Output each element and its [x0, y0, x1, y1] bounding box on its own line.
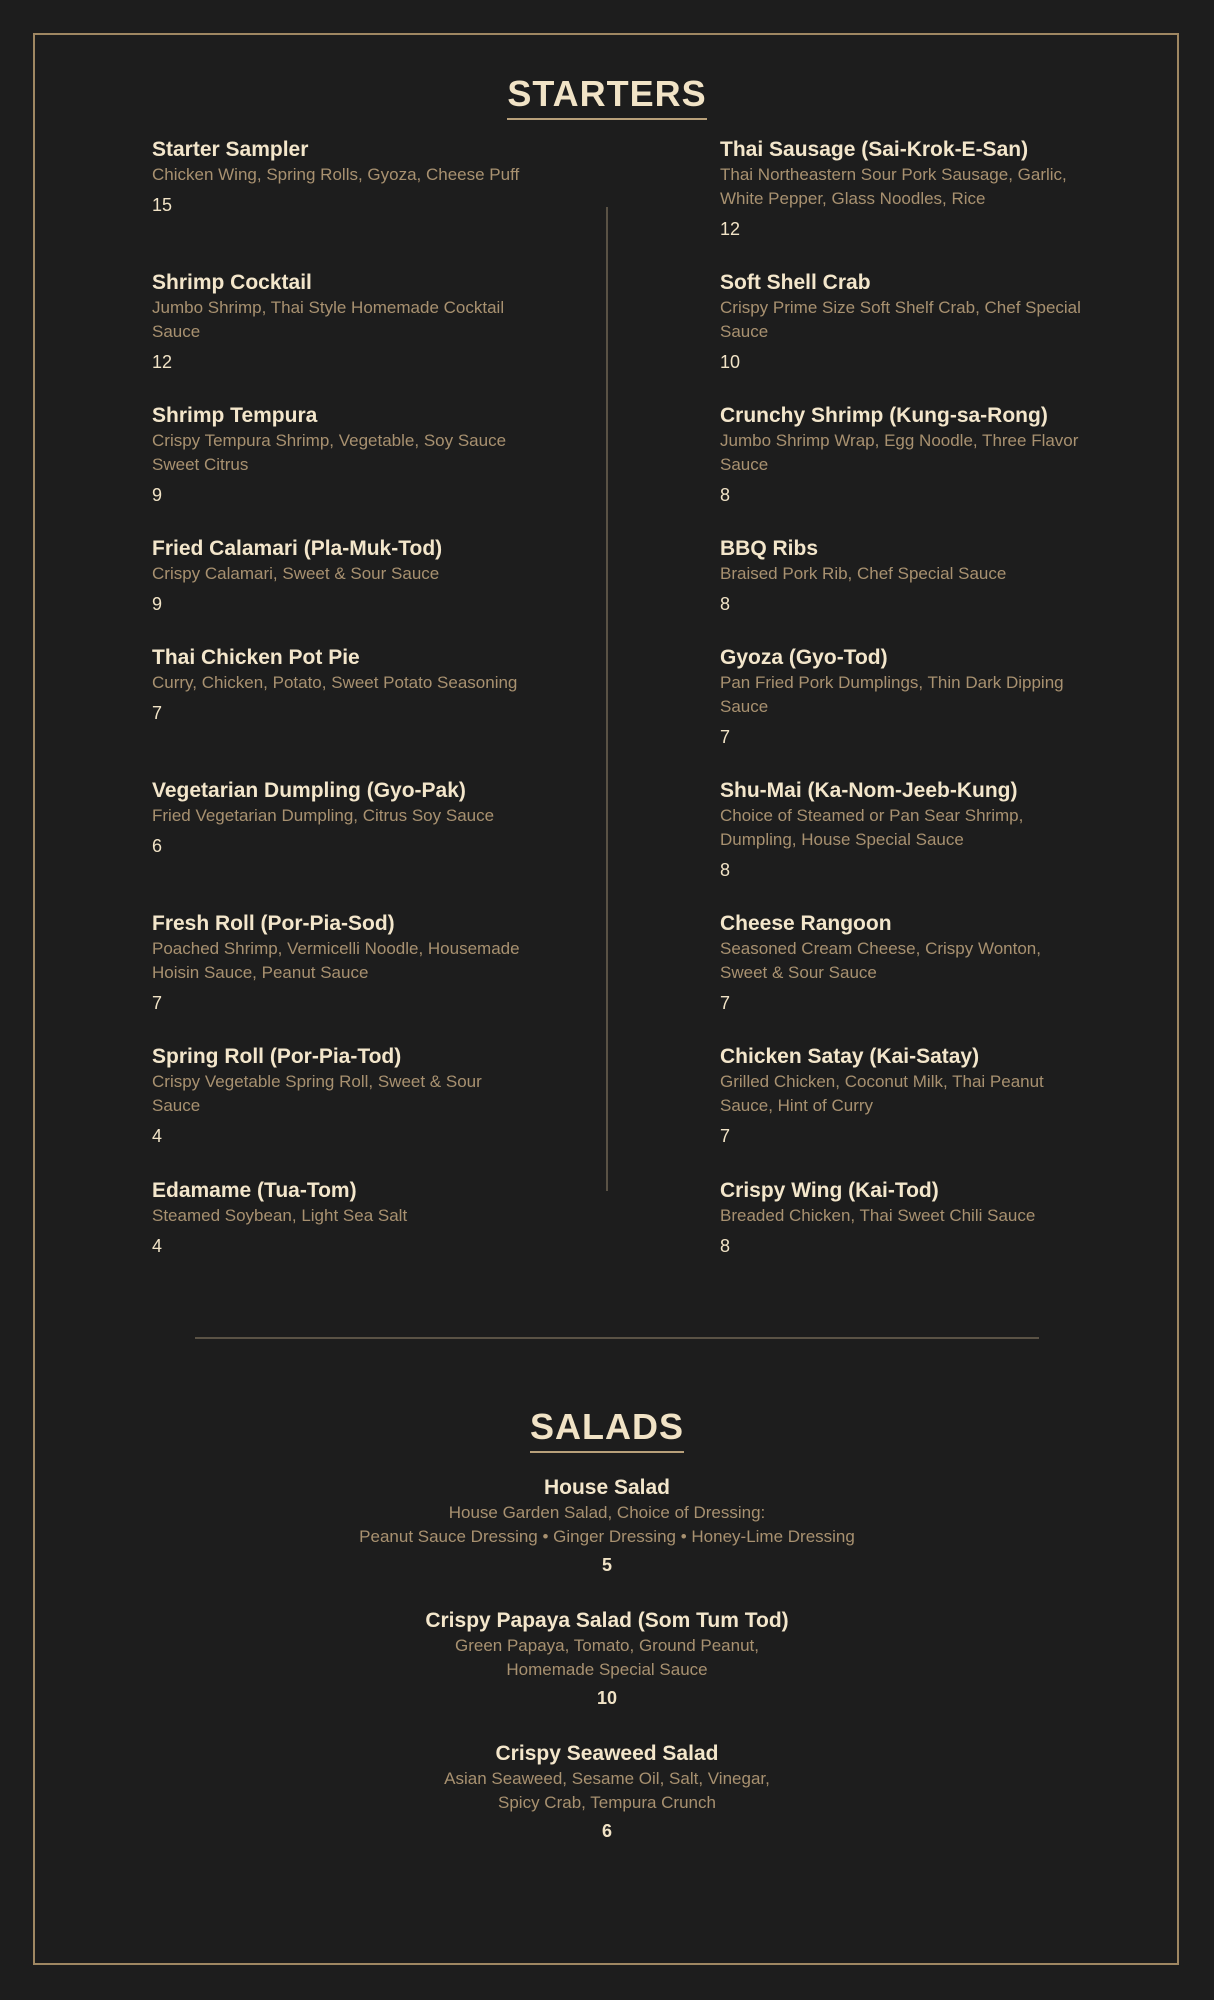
item-description: Steamed Soybean, Light Sea Salt [152, 1206, 408, 1225]
item-name: Thai Chicken Pot Pie [152, 646, 360, 669]
item-name: Shu-Mai (Ka-Nom-Jeeb-Kung) [720, 779, 1018, 802]
item-name: Crunchy Shrimp (Kung-sa-Rong) [720, 404, 1048, 427]
menu-item [720, 778, 1090, 882]
menu-item [152, 645, 522, 725]
item-description-line-2: Peanut Sauce Dressing • Ginger Dressing • Honey-Lime Dressing [359, 1527, 855, 1546]
item-price: 12 [152, 352, 173, 372]
menu-item [720, 403, 1090, 507]
item-description: Chicken Wing, Spring Rolls, Gyoza, Cheese Puff [152, 165, 520, 184]
item-name: Shrimp Cocktail [152, 271, 312, 294]
salad-item [207, 1608, 1007, 1710]
item-description: Green Papaya, Tomato, Ground Peanut, [455, 1636, 759, 1655]
item-description: Braised Pork Rib, Chef Special Sauce [720, 564, 1007, 583]
item-price: 5 [601, 1555, 612, 1575]
menu-item [720, 137, 1090, 241]
menu-item [152, 403, 522, 507]
menu-item [152, 911, 522, 1015]
item-description-line-2: Homemade Special Sauce [506, 1660, 708, 1679]
salad-item [207, 1475, 1007, 1577]
item-name: Crispy Papaya Salad (Som Tum Tod) [425, 1609, 789, 1632]
item-price: 7 [720, 1126, 731, 1146]
item-name: Fresh Roll (Por-Pia-Sod) [152, 912, 395, 935]
item-price: 7 [152, 703, 163, 723]
item-price: 6 [152, 836, 163, 856]
item-price: 4 [152, 1236, 163, 1256]
menu-item [720, 270, 1090, 374]
menu-item [720, 911, 1090, 1015]
item-name: Fried Calamari (Pla-Muk-Tod) [152, 537, 443, 560]
item-description: Breaded Chicken, Thai Sweet Chili Sauce [720, 1206, 1036, 1225]
section-divider [195, 1337, 1039, 1339]
menu-item [720, 1178, 1090, 1258]
starters-title: STARTERS [507, 74, 706, 120]
item-price: 10 [720, 352, 741, 372]
item-price: 7 [152, 993, 163, 1013]
menu-item [152, 270, 522, 374]
salad-item [207, 1741, 1007, 1843]
item-price: 8 [720, 594, 731, 614]
item-description: House Garden Salad, Choice of Dressing: [448, 1503, 766, 1522]
item-description: Jumbo Shrimp, Thai Style Homemade Cocktail Sauce [152, 298, 505, 341]
item-price: 8 [720, 485, 731, 505]
item-description: Thai Northeastern Sour Pork Sausage, Garlic, White Pepper, Glass Noodles, Rice [720, 165, 1067, 208]
item-price: 4 [152, 1126, 163, 1146]
item-description: Grilled Chicken, Coconut Milk, Thai Peanut Sauce, Hint of Curry [720, 1072, 1044, 1115]
item-description: Jumbo Shrimp Wrap, Egg Noodle, Three Flavor Sauce [720, 431, 1079, 474]
item-name: Spring Roll (Por-Pia-Tod) [152, 1045, 402, 1068]
item-name: Chicken Satay (Kai-Satay) [720, 1045, 980, 1068]
item-name: Cheese Rangoon [720, 912, 892, 935]
item-name: Soft Shell Crab [720, 271, 871, 294]
item-description: Crispy Prime Size Soft Shelf Crab, Chef Special Sauce [720, 298, 1081, 341]
item-name: BBQ Ribs [720, 537, 819, 560]
item-name: Shrimp Tempura [152, 404, 318, 427]
item-price: 9 [152, 485, 163, 505]
menu-item [152, 137, 522, 217]
item-name: Crispy Seaweed Salad [495, 1742, 719, 1765]
menu-item [152, 1178, 522, 1258]
item-price: 8 [720, 860, 731, 880]
column-divider [606, 207, 608, 1191]
item-price: 10 [596, 1688, 618, 1708]
item-description: Crispy Tempura Shrimp, Vegetable, Soy Sauce Sweet Citrus [152, 431, 507, 474]
item-price: 15 [152, 195, 173, 215]
item-name: Vegetarian Dumpling (Gyo-Pak) [152, 779, 466, 802]
item-description-line-2: Spicy Crab, Tempura Crunch [498, 1793, 716, 1812]
salads-heading [0, 1407, 1214, 1453]
item-description: Crispy Calamari, Sweet & Sour Sauce [152, 564, 440, 583]
menu-item [720, 645, 1090, 749]
item-name: House Salad [543, 1476, 671, 1499]
item-description: Crispy Vegetable Spring Roll, Sweet & Sour Sauce [152, 1072, 482, 1115]
item-price: 12 [720, 219, 741, 239]
item-name: Edamame (Tua-Tom) [152, 1179, 357, 1202]
starters-heading [0, 74, 1214, 120]
item-name: Starter Sampler [152, 138, 309, 161]
item-name: Crispy Wing (Kai-Tod) [720, 1179, 939, 1202]
menu-item [720, 536, 1090, 616]
item-description: Asian Seaweed, Sesame Oil, Salt, Vinegar, [444, 1769, 770, 1788]
menu-item [152, 536, 522, 616]
menu-item [720, 1044, 1090, 1148]
item-description: Pan Fried Pork Dumplings, Thin Dark Dipping Sauce [720, 673, 1064, 716]
item-description: Poached Shrimp, Vermicelli Noodle, Housemade Hoisin Sauce, Peanut Sauce [152, 939, 520, 982]
item-name: Gyoza (Gyo-Tod) [720, 646, 888, 669]
item-price: 9 [152, 594, 163, 614]
salads-title: SALADS [530, 1407, 684, 1453]
menu-item [152, 1044, 522, 1148]
item-price: 7 [720, 993, 731, 1013]
menu-item [152, 778, 522, 858]
item-price: 6 [601, 1821, 612, 1841]
item-description: Seasoned Cream Cheese, Crispy Wonton, Sweet & Sour Sauce [720, 939, 1041, 982]
item-description: Fried Vegetarian Dumpling, Citrus Soy Sauce [152, 806, 495, 825]
item-description: Choice of Steamed or Pan Sear Shrimp, Dumpling, House Special Sauce [720, 806, 1024, 849]
item-price: 8 [720, 1236, 731, 1256]
item-price: 7 [720, 727, 731, 747]
item-description: Curry, Chicken, Potato, Sweet Potato Seasoning [152, 673, 518, 692]
item-name: Thai Sausage (Sai-Krok-E-San) [720, 138, 1029, 161]
